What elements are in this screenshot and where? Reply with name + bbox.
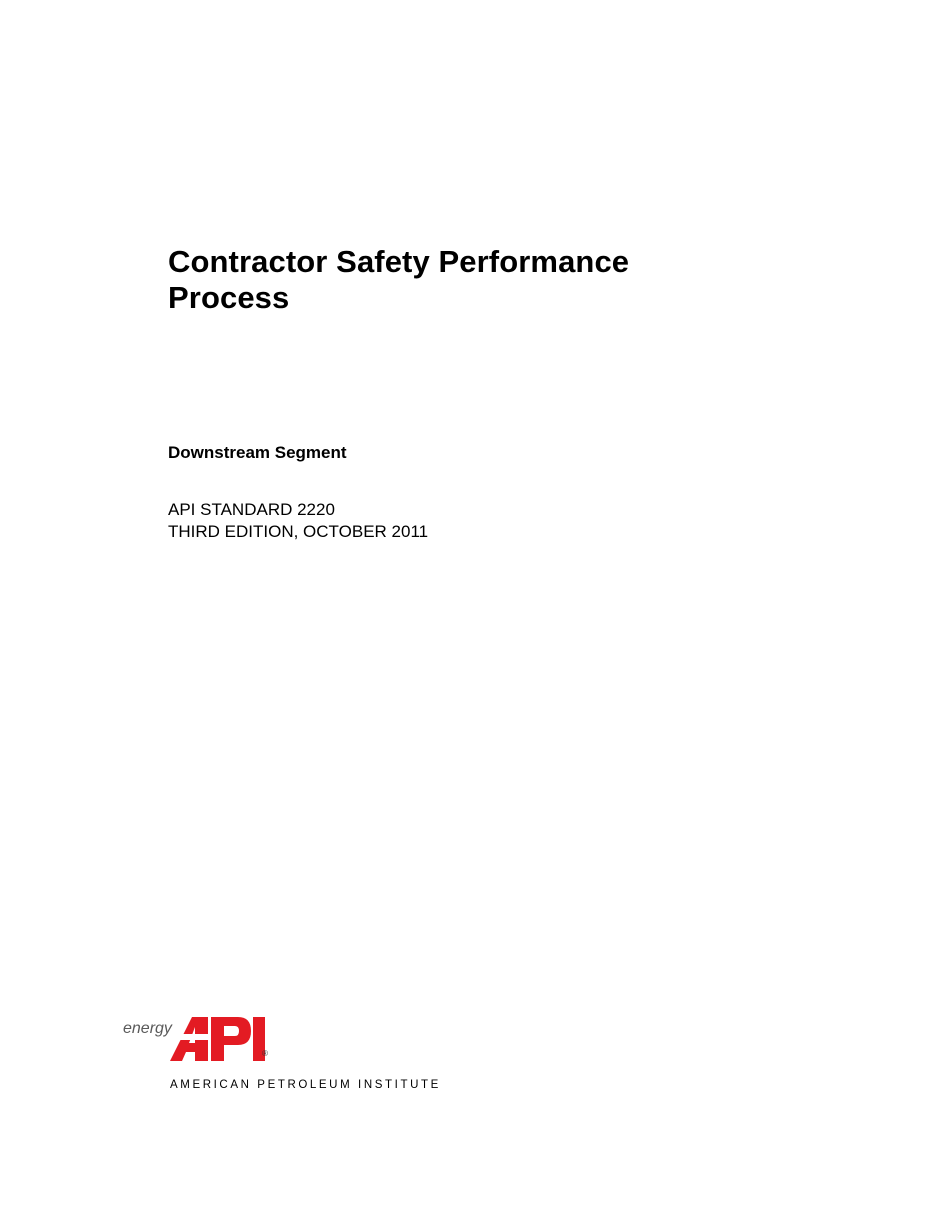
document-title — [168, 244, 788, 316]
edition-date: THIRD EDITION, OCTOBER 2011 — [168, 522, 429, 541]
logo-tagline: energy — [123, 1020, 172, 1037]
organization-name: AMERICAN PETROLEUM INSTITUTE — [170, 1079, 441, 1091]
document-title-line-1: Contractor Safety Performance — [168, 244, 630, 279]
registered-mark: ® — [262, 1049, 268, 1058]
logo-letter-p — [211, 1017, 251, 1061]
api-logo-mark — [120, 1010, 270, 1070]
segment-label: Downstream Segment — [168, 443, 347, 462]
standard-number: API STANDARD 2220 — [168, 500, 335, 519]
api-logo — [120, 1010, 450, 1100]
document-title-line-2: Process — [168, 280, 290, 315]
standard-info — [168, 499, 428, 543]
